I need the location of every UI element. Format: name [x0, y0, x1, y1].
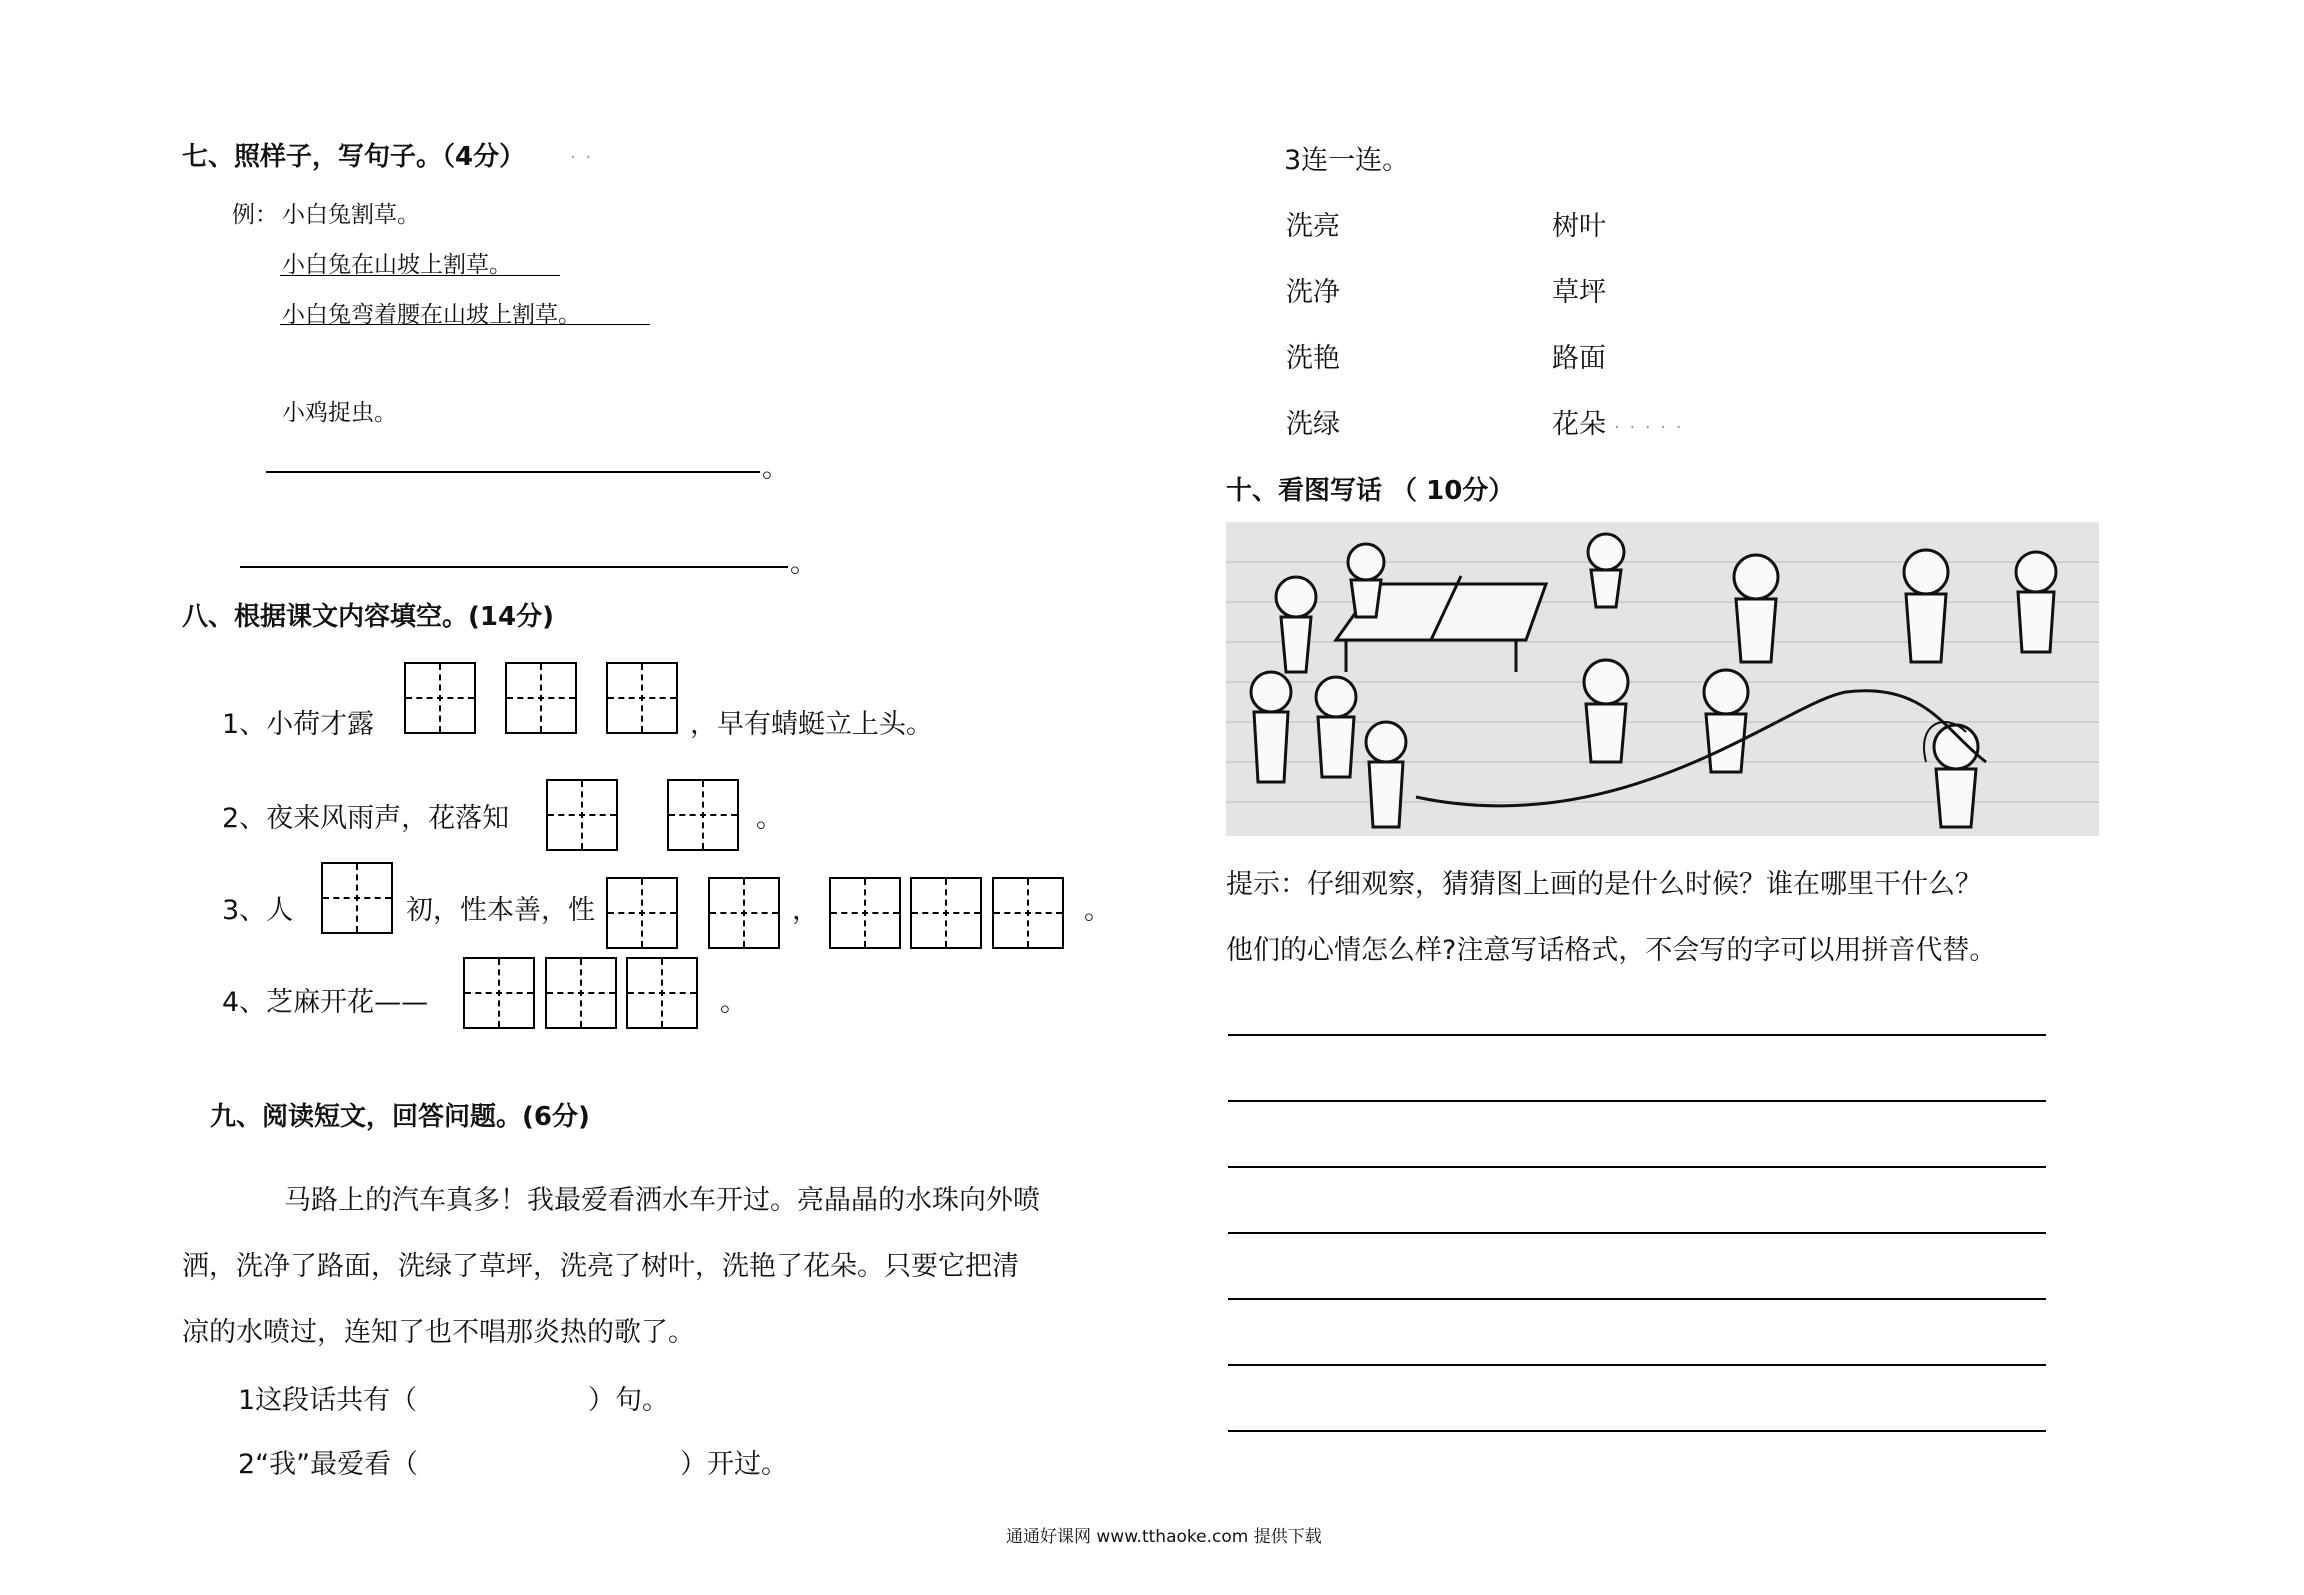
match-left-word[interactable]: 洗亮 — [1286, 211, 1340, 242]
character-box[interactable] — [606, 662, 678, 734]
page-footer: 通通好课网 www.tthaoke.com 提供下载 — [1006, 1527, 1322, 1547]
match-left-word[interactable]: 洗艳 — [1286, 343, 1340, 374]
section-8-title: 八、根据课文内容填空。(14分) — [182, 602, 554, 632]
reading-question-2: 2“我”最爱看（ — [238, 1449, 419, 1480]
match-left-word[interactable]: 洗净 — [1286, 277, 1340, 308]
writing-hint-line-1: 提示：仔细观察，猜猜图上画的是什么时候？谁在哪里干什么？ — [1226, 869, 1982, 900]
picture-illustration — [1226, 522, 2099, 836]
writing-hint-line-2: 他们的心情怎么样?注意写话格式，不会写的字可以用拼音代替。 — [1226, 935, 1997, 966]
character-box[interactable] — [463, 957, 535, 1029]
character-box[interactable] — [404, 662, 476, 734]
match-right-word[interactable]: 花朵 — [1552, 409, 1606, 440]
reading-question-2-end: ）开过。 — [680, 1449, 788, 1480]
match-left-word[interactable]: 洗绿 — [1286, 409, 1340, 440]
match-right-word[interactable]: 草坪 — [1552, 277, 1606, 308]
writing-line[interactable] — [1228, 1034, 2046, 1036]
fill-question-1-end: ，早有蜻蜓立上头。 — [690, 709, 933, 740]
passage-line-2: 洒，洗净了路面，洗绿了草坪，洗亮了树叶，洗艳了花朵。只要它把清 — [182, 1251, 1019, 1282]
example-underline-2 — [280, 275, 560, 276]
answer-line-2[interactable] — [240, 566, 788, 568]
fill-question-3-comma: ， — [792, 895, 819, 926]
character-box[interactable] — [992, 877, 1064, 949]
example-underline-3 — [280, 324, 650, 325]
character-box[interactable] — [321, 862, 393, 934]
answer-line-1[interactable] — [266, 471, 760, 473]
fill-question-3-end: 。 — [1084, 895, 1111, 926]
fill-question-4: 4、芝麻开花—— — [222, 987, 429, 1018]
reading-question-1: 1这段话共有（ — [238, 1385, 418, 1416]
section-10-title: 十、看图写话 （ 10分） — [1226, 476, 1515, 506]
example-line-2: 小白兔在山坡上割草。 — [282, 252, 512, 278]
writing-line[interactable] — [1228, 1166, 2046, 1168]
character-box[interactable] — [626, 957, 698, 1029]
writing-line[interactable] — [1228, 1232, 2046, 1234]
dotted-leader: . . — [570, 142, 594, 163]
match-right-word[interactable]: 树叶 — [1552, 211, 1606, 242]
character-box[interactable] — [545, 957, 617, 1029]
character-box[interactable] — [546, 779, 618, 851]
character-box[interactable] — [910, 877, 982, 949]
section-7-title: 七、照样子，写句子。（4分） — [182, 142, 526, 172]
writing-line[interactable] — [1228, 1298, 2046, 1300]
writing-line[interactable] — [1228, 1430, 2046, 1432]
fill-question-4-end: 。 — [720, 987, 747, 1018]
passage-line-3: 凉的水喷过，连知了也不唱那炎热的歌了。 — [182, 1317, 695, 1348]
example-line-1: 小白兔割草。 — [282, 202, 420, 228]
dotted-leader: . . . . . — [1614, 412, 1684, 433]
character-box[interactable] — [606, 877, 678, 949]
reading-question-1-end: ）句。 — [588, 1385, 669, 1416]
example-label: 例： — [232, 202, 278, 228]
writing-line[interactable] — [1228, 1364, 2046, 1366]
section-9-title: 九、阅读短文，回答问题。(6分) — [210, 1102, 590, 1132]
fill-question-3-mid: 初，性本善，性 — [406, 895, 595, 926]
fill-question-2: 2、夜来风雨声，花落知 — [222, 803, 510, 834]
matching-title: 3连一连。 — [1284, 145, 1410, 176]
character-box[interactable] — [505, 662, 577, 734]
fill-question-2-end: 。 — [756, 803, 783, 834]
fill-question-1: 1、小荷才露 — [222, 709, 375, 740]
answer-period-2: 。 — [790, 548, 817, 579]
fill-question-3: 3、人 — [222, 895, 294, 926]
writing-line[interactable] — [1228, 1100, 2046, 1102]
children-playing-illustration — [1226, 522, 2099, 836]
answer-period-1: 。 — [762, 453, 789, 484]
character-box[interactable] — [708, 877, 780, 949]
example-line-3: 小白兔弯着腰在山坡上割草。 — [282, 302, 581, 328]
character-box[interactable] — [667, 779, 739, 851]
passage-line-1: 马路上的汽车真多！我最爱看洒水车开过。亮晶晶的水珠向外喷 — [284, 1185, 1040, 1216]
match-right-word[interactable]: 路面 — [1552, 343, 1606, 374]
sentence-prompt: 小鸡捉虫。 — [282, 400, 397, 426]
character-box[interactable] — [829, 877, 901, 949]
